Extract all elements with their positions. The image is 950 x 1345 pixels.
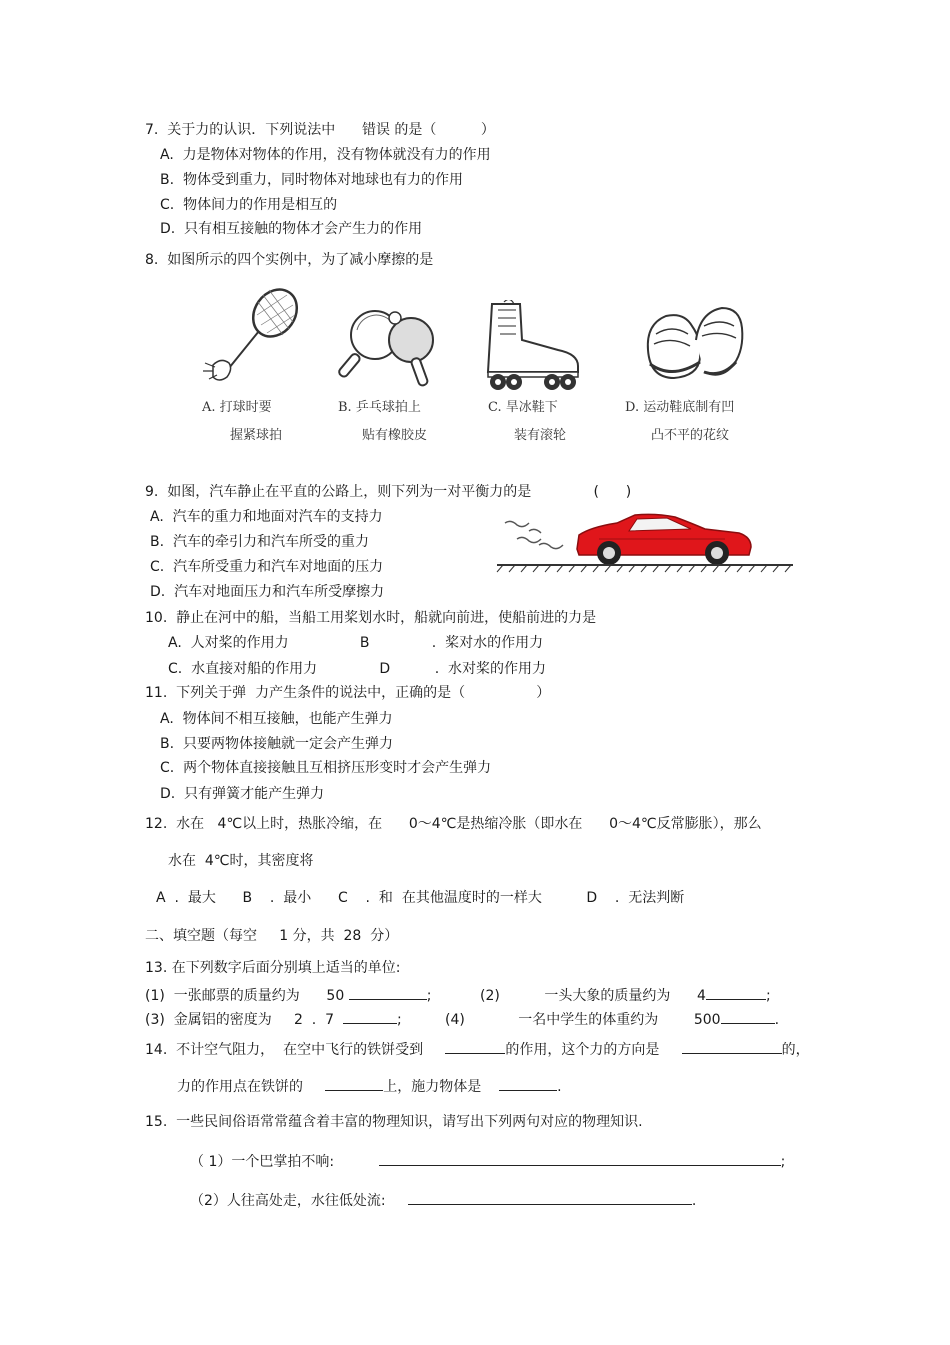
q12-choices: A . 最大 B . 最小 C . 和 在其他温度时的一样大 D . 无法判断 bbox=[156, 890, 685, 906]
q14-line2: 力的作用点在铁饼的 上，施力物体是 . bbox=[177, 1076, 562, 1096]
q15-stem: 15. 一些民间俗语常常蕴含着丰富的物理知识，请写出下列两句对应的物理知识. bbox=[145, 1114, 643, 1130]
sneakers-figure bbox=[640, 300, 750, 390]
q7-option-c: C. 物体间力的作用是相互的 bbox=[160, 197, 338, 213]
roller-skate-figure bbox=[480, 300, 585, 392]
q13-blank-2[interactable] bbox=[706, 985, 766, 1000]
q11-option-a: A. 物体间不相互接触，也能产生弹力 bbox=[160, 711, 393, 727]
q7-option-a: A. 力是物体对物体的作用，没有物体就没有力的作用 bbox=[160, 147, 491, 163]
q12-stem-line2: 水在 4℃时，其密度将 bbox=[168, 853, 314, 869]
q14-blank-3[interactable] bbox=[325, 1076, 383, 1091]
q7-option-b: B. 物体受到重力，同时物体对地球也有力的作用 bbox=[160, 172, 463, 188]
q13-item-2: (2) 一头大象的质量约为 4 ; bbox=[480, 985, 771, 1005]
q13-item-4: (4) 一名中学生的体重约为 500 . bbox=[445, 1009, 779, 1029]
q8-stem: 8. 如图所示的四个实例中，为了减小摩擦的是 bbox=[145, 252, 434, 268]
section-2-heading: 二、填空题（每空 1 分，共 28 分） bbox=[145, 928, 399, 944]
q15-item-1: （ 1）一个巴掌拍不响: ; bbox=[190, 1151, 785, 1171]
q8-caption-b-line2: 贴有橡胶皮 bbox=[362, 428, 428, 443]
q8-caption-a-line2: 握紧球拍 bbox=[230, 428, 283, 443]
q8-caption-d-line2: 凸不平的花纹 bbox=[651, 428, 730, 443]
q11-option-c: C. 两个物体直接接触且互相挤压形变时才会产生弹力 bbox=[160, 760, 492, 776]
q13-blank-3[interactable] bbox=[343, 1009, 397, 1024]
q9-option-d: D. 汽车对地面压力和汽车所受摩擦力 bbox=[150, 584, 385, 600]
q8-caption-d-line1: D. 运动鞋底制有凹 bbox=[625, 400, 735, 415]
red-car-figure bbox=[495, 505, 795, 573]
q12-stem: 12. 水在 4℃以上时，热胀冷缩，在 0～4℃是热缩冷胀（即水在 0～4℃反常膨胀），那么 bbox=[145, 816, 762, 832]
q11-stem: 11. 下列关于弹 力产生条件的说法中，正确的是（ ） bbox=[145, 685, 551, 701]
q14-stem: 14. 不计空气阻力， 在空中飞行的铁饼受到 的作用，这个力的方向是 的， bbox=[145, 1039, 810, 1059]
q10-stem: 10. 静止在河中的船，当船工用桨划水时，船就向前进，使船前进的力是 bbox=[145, 610, 597, 626]
racket-figure bbox=[195, 285, 305, 390]
q14-blank-1[interactable] bbox=[445, 1039, 505, 1054]
q13-item-3: (3) 金属铝的密度为 2 . 7 ; bbox=[145, 1009, 402, 1029]
q9-option-a: A. 汽车的重力和地面对汽车的支持力 bbox=[150, 509, 383, 525]
q15-blank-2[interactable] bbox=[408, 1190, 692, 1205]
q7-option-d: D. 只有相互接触的物体才会产生力的作用 bbox=[160, 221, 423, 237]
q9-option-c: C. 汽车所受重力和汽车对地面的压力 bbox=[150, 559, 384, 575]
q9-stem: 9. 如图，汽车静止在平直的公路上，则下列为一对平衡力的是 ( ) bbox=[145, 484, 632, 500]
pingpong-paddle-figure bbox=[335, 300, 445, 395]
q14-blank-4[interactable] bbox=[499, 1076, 557, 1091]
q8-caption-a-line1: A. 打球时要 bbox=[202, 400, 272, 415]
q14-blank-2[interactable] bbox=[682, 1039, 782, 1054]
q7-stem: 7. 关于力的认识．下列说法中 错误 的是（ ） bbox=[145, 122, 495, 138]
q11-option-b: B. 只要两物体接触就一定会产生弹力 bbox=[160, 736, 393, 752]
q15-item-2: （2）人往高处走，水往低处流: . bbox=[190, 1190, 696, 1210]
q10-options-row1: A. 人对桨的作用力 B . 桨对水的作用力 bbox=[168, 635, 544, 651]
q13-blank-4[interactable] bbox=[721, 1009, 775, 1024]
q8-caption-c-line2: 装有滚轮 bbox=[514, 428, 567, 443]
q10-options-row2: C. 水直接对船的作用力 D . 水对桨的作用力 bbox=[168, 661, 547, 677]
q11-option-d: D. 只有弹簧才能产生弹力 bbox=[160, 786, 325, 802]
q9-option-b: B. 汽车的牵引力和汽车所受的重力 bbox=[150, 534, 369, 550]
q15-blank-1[interactable] bbox=[379, 1151, 781, 1166]
q13-blank-1[interactable] bbox=[349, 985, 427, 1000]
q13-item-1: (1) 一张邮票的质量约为 50 ; bbox=[145, 985, 431, 1005]
q8-caption-c-line1: C. 旱冰鞋下 bbox=[488, 400, 558, 415]
q8-caption-b-line1: B. 乒乓球拍上 bbox=[338, 400, 421, 415]
q13-stem: 13. 在下列数字后面分别填上适当的单位: bbox=[145, 960, 401, 976]
